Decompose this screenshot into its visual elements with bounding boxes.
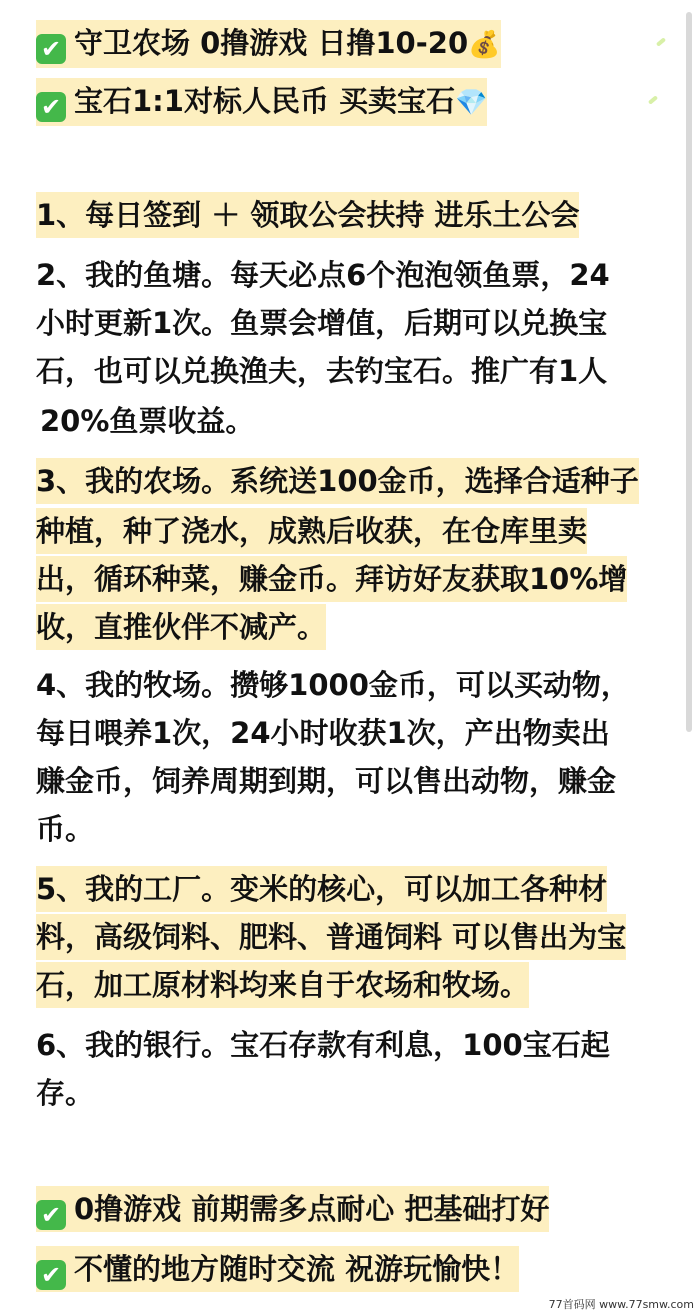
item-2-line-2: 小时更新1次。鱼票会增值，后期可以兑换宝 (36, 306, 608, 340)
item-6-line-1: 6、我的银行。宝石存款有利息，100宝石起 (36, 1028, 610, 1062)
header-line-2 (36, 78, 487, 126)
item-4-line-4: 币。 (36, 812, 95, 846)
item-5-line-1: 5、我的工厂。变米的核心，可以加工各种材 (36, 866, 607, 912)
item-4-line-1: 4、我的牧场。攒够1000金币，可以买动物， (36, 668, 630, 702)
item-3-line-2: 种植，种了浇水，成熟后收获，在仓库里卖 (36, 508, 587, 554)
item-2-line-1: 2、我的鱼塘。每天必点6个泡泡领鱼票，24 (36, 258, 610, 292)
footer-line-2 (36, 1246, 519, 1292)
check-icon: ✔ (36, 1260, 66, 1290)
item-2-line-3: 石，也可以兑换渔夫，去钓宝石。推广有1人 (36, 354, 608, 388)
item-1-line-1: 1、每日签到 ＋ 领取公会扶持 进乐土公会 (36, 192, 579, 238)
check-icon: ✔ (36, 92, 66, 122)
gem-icon: 💎 (455, 88, 488, 118)
item-3-line-4: 收，直推伙伴不减产。 (36, 604, 326, 650)
money-bag-icon: 💰 (468, 30, 501, 60)
item-5-line-2: 料，高级饲料、肥料、普通饲料 可以售出为宝 (36, 914, 626, 960)
item-2-line-4: 20%鱼票收益。 (40, 404, 255, 438)
item-4-line-3: 赚金币，饲养周期到期，可以售出动物，赚金 (36, 764, 617, 798)
item-3-line-3: 出，循环种菜，赚金币。拜访好友获取10%增 (36, 556, 627, 602)
sparkle-1 (656, 37, 666, 46)
item-4-line-2: 每日喂养1次，24小时收获1次，产出物卖出 (36, 716, 610, 750)
check-icon: ✔ (36, 34, 66, 64)
scrollbar[interactable] (686, 12, 692, 732)
item-6-line-2: 存。 (36, 1076, 95, 1110)
item-3-line-1: 3、我的农场。系统送100金币，选择合适种子 (36, 458, 639, 504)
header-text-1: 守卫农场 0撸游戏 日撸10-20 (74, 26, 469, 60)
footer-text-2: 不懂的地方随时交流 祝游玩愉快！ (74, 1252, 520, 1286)
watermark: 77首码网 www.77smw.com (548, 1298, 694, 1311)
header-text-2: 宝石1:1对标人民币 买卖宝石 (74, 84, 456, 118)
check-icon: ✔ (36, 1200, 66, 1230)
footer-line-1 (36, 1186, 549, 1232)
footer-text-1: 0撸游戏 前期需多点耐心 把基础打好 (74, 1192, 550, 1226)
item-5-line-3: 石，加工原材料均来自于农场和牧场。 (36, 962, 529, 1008)
sparkle-2 (648, 95, 658, 104)
header-line-1 (36, 20, 501, 68)
